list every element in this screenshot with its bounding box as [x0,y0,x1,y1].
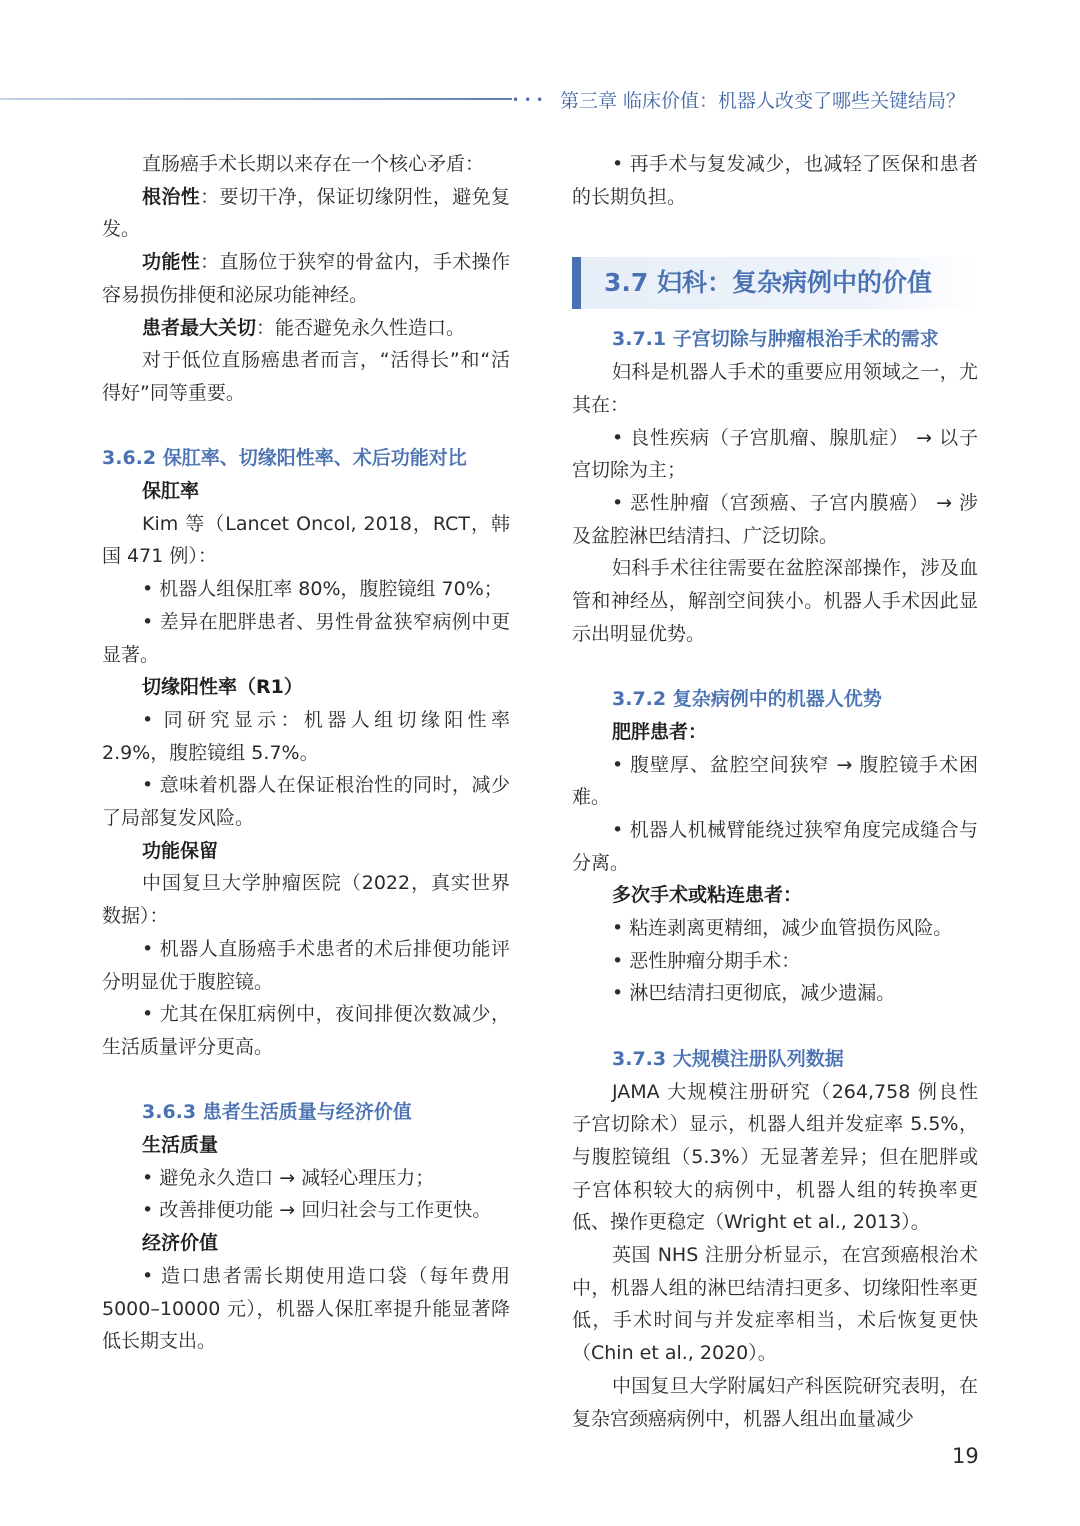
paragraph: 对于低位直肠癌患者而言，“活得长”和“活得好”同等重要。 [102,349,510,404]
bullet-item: • 机器人机械臂能绕过狭窄角度完成缝合与分离。 [572,818,978,874]
bullet-item: • 造口患者需长期使用造口袋（每年费用 5000–10000 元），机器人保肛率提升能显著降低长期支出。 [102,1264,510,1353]
subsection-heading-3-7-3: 3.7.3 大规模注册队列数据 [612,1047,844,1070]
term-label: 功能性 [142,251,201,274]
chapter-title: 第三章 临床价值：机器人改变了哪些关键结局？ [560,90,966,112]
paragraph: 妇科手术往往需要在盆腔深部操作，涉及血管和神经丛，解剖空间狭小。机器人手术因此显示出明显优势。 [572,557,978,645]
label-function: 功能保留 [142,839,219,862]
bullet-item: • 改善排便功能 → 回归社会与工作更快。 [142,1199,492,1222]
paragraph: JAMA 大规模注册研究（264,758 例良性子宫切除术）显示，机器人组并发症率 5.5%，与腹腔镜组（5.3%）无显著差异；但在肥胖或子宫体积较大的病例中，机器人组的转换率更低、操作更稳定（Wright et al., 2013）。 [572,1080,978,1234]
paragraph: 功能性：直肠位于狭窄的骨盆内，手术操作容易损伤排便和泌尿功能神经。 [102,251,510,306]
paragraph: 根治性：要切干净，保证切缘阴性，避免复发。 [102,185,510,241]
label-margin: 切缘阳性率（R1） [142,676,303,699]
subsection-heading-3-7-2: 3.7.2 复杂病例中的机器人优势 [612,688,882,711]
subsection-heading-3-7-1: 3.7.1 子宫切除与肿瘤根治手术的需求 [612,328,939,351]
bullet-item: • 再手术与复发减少，也减轻了医保和患者的长期负担。 [572,153,978,208]
label-adhesion: 多次手术或粘连患者： [612,884,803,907]
section-banner [572,257,978,309]
subsection-heading-3-6-3: 3.6.3 患者生活质量与经济价值 [142,1101,412,1124]
term-label: 根治性 [142,185,201,208]
paragraph: 中国复旦大学附属妇产科医院研究表明，在复杂宫颈癌病例中，机器人组出血量减少 [572,1374,978,1430]
label-quality: 生活质量 [142,1134,219,1157]
page-number: 19 [952,1444,979,1468]
paragraph: 患者最大关切：能否避免永久性造口。 [142,316,466,339]
label-economic: 经济价值 [142,1232,219,1255]
subsection-heading-3-6-2: 3.6.2 保肛率、切缘阳性率、术后功能对比 [102,447,467,470]
bullet-item: • 腹壁厚、盆腔空间狭窄 → 腹腔镜手术困难。 [572,753,978,809]
paragraph: 中国复旦大学肿瘤医院（2022，真实世界数据）： [102,872,510,928]
bullet-item: • 粘连剥离更精细，减少血管损伤风险。 [612,917,953,940]
term-label: 患者最大关切 [142,316,257,339]
label-obese: 肥胖患者： [612,720,708,743]
bullet-item: • 差异在肥胖患者、男性骨盆狭窄病例中更显著。 [102,610,510,666]
bullet-item: • 淋巴结清扫更彻底，减少遗漏。 [612,982,896,1005]
banner-accent-bar [572,257,581,309]
bullet-item: • 机器人组保肛率 80%，腹腔镜组 70%； [142,578,503,601]
left-column [102,148,510,1358]
right-column [572,148,978,1435]
header-dots: ••• [512,93,549,107]
paragraph: 英国 NHS 注册分析显示，在宫颈癌根治术中，机器人组的淋巴结清扫更多、切缘阳性率更低，手术时间与并发症率相当，术后恢复更快（Chin et al., 2020）。 [572,1244,978,1365]
paragraph: 妇科是机器人手术的重要应用领域之一，尤其在： [572,361,978,416]
bullet-item: • 尤其在保肛病例中，夜间排便次数减少，生活质量评分更高。 [102,1003,510,1058]
bullet-item: • 同研究显示：机器人组切缘阳性率 2.9%，腹腔镜组 5.7%。 [102,708,510,764]
paragraph: 直肠癌手术长期以来存在一个核心矛盾： [142,153,485,175]
bullet-item: • 恶性肿瘤（宫颈癌、子宫内膜癌） → 涉及盆腔淋巴结清扫、广泛切除。 [572,491,978,547]
section-title: 3.7 妇科：复杂病例中的价值 [604,268,932,298]
bullet-item: • 机器人直肠癌手术患者的术后排便功能评分明显优于腹腔镜。 [102,937,510,993]
bullet-item: • 避免永久造口 → 减轻心理压力； [142,1166,435,1189]
label-baogang: 保肛率 [142,480,200,503]
bullet-item: • 意味着机器人在保证根治性的同时，减少了局部复发风险。 [102,774,510,830]
bullet-item: • 良性疾病（子宫肌瘤、腺肌症） → 以子宫切除为主； [572,426,978,482]
bullet-item: • 恶性肿瘤分期手术： [612,949,801,972]
header-rule [0,98,512,100]
paragraph: Kim 等（Lancet Oncol, 2018，RCT，韩国 471 例）： [102,512,510,568]
